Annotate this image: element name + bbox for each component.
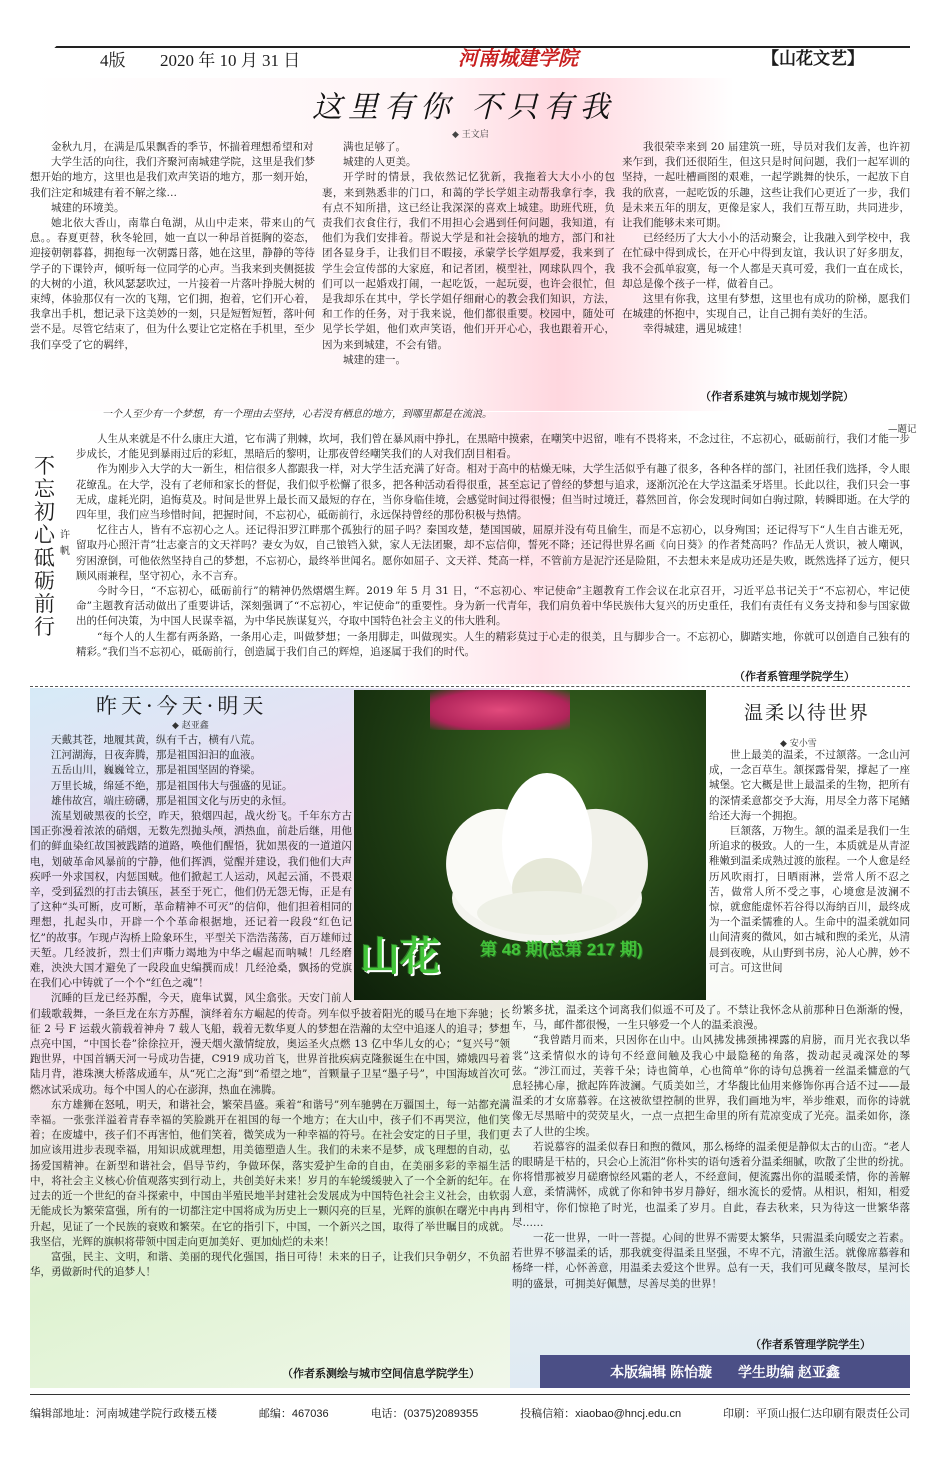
article2-epigraph-source: —题记	[888, 424, 917, 435]
paragraph: 已经经历了大大小小的活动聚会，让我融入到学校中，我在忙碌中得到成长，在开心中得到友谊，我认识了好多朋友，我不会孤单寂寞，每一个人都是天真可爱，我们一直在成长，却总是像个孩子一样，做着自己。	[622, 232, 910, 290]
article2-epigraph: 一个人至少有一个梦想，有一个理由去坚持，心若没有栖息的地方，到哪里都是在流浪。	[102, 409, 492, 420]
paragraph: 今时今日，“不忘初心，砥砺前行”的精神仍然熠熠生辉。2019 年 5 月 31 日，“不忘初心、牢记使命”主题教育工作会议在北京召开，习近平总书记关于“不忘初心，牢记使命”主题教育活动做出了重要讲话，深刻强调了“不忘初心，牢记使命”的重要性。身为新一代青年，我们肩负着中华民族伟大复兴的历史重任，我们有责任有义务支持和参与国家做出的任何决策，为中国人民谋幸福，为中华民族谋复兴，夺取中国特色社会主义的伟大胜利。	[76, 585, 910, 628]
paragraph: 世上最美的温柔，不过颔落。一念山河成，一念百草生。颔探露骨架，撑起了一座城堡。它大概是世上最温柔的生物，把所有的深情柔意都交予大海，用尽全力落下尾鳍给还大海一个拥抱。	[709, 749, 910, 822]
article3-author: ◆ 赵亚鑫	[172, 721, 209, 731]
paragraph: 金秋九月，在满是瓜果飘香的季节，怀揣着理想希望和对	[51, 141, 314, 153]
paragraph: 人生从来就是不什么康庄大道，它布满了荆棘，坎坷，我们曾在暴风雨中挣扎，在黑暗中摸索，在嘲笑中迟留，唯有不畏将来，不念过往，不忘初心，砥砺前行，我们才能一步步成长，才能见到暴雨过后的彩虹，黑暗后的黎明，让那夜曾经嘲笑我们的人对我们刮目相看。	[76, 433, 910, 461]
issue-number: 第 48 期(总第 217 期)	[480, 940, 643, 959]
article1-column-3	[622, 140, 910, 338]
article1-column-2	[322, 140, 615, 368]
paragraph: 五岳山川，巍巍耸立，那是祖国坚固的脊梁。	[51, 764, 261, 777]
paragraph: 作为刚步入大学的大一新生，相信很多人都跟我一样，对大学生活充满了好奇。相对于高中的枯燥无味，大学生活似乎有趣了很多，各种各样的部门，社团任我们选择，令人眼花缭乱。在大学，没有了老师和家长的督促，我们似乎松懈了很多，把各种活动看得很重，甚至忘记了曾经的梦想与追求，逐渐沉沦在大学这温柔牙塔里。长此以往，我们只会一事无成，虚耗光阴，追悔莫及。时间是世界上最长而又最短的存在，当你身临佳境，会感觉时间过得很慢；但当时过境迁，暮然回首，你会发现时间如白驹过隙，转瞬即逝。在大学的四年里，我们应当珍惜时间，把握时间，不忘初心，砥砺前行，永远保持曾经的那份积极与热情。	[76, 463, 910, 522]
editor-banner	[540, 1355, 910, 1388]
footer-address: 编辑部地址：河南城建学院行政楼五楼	[30, 1408, 217, 1420]
article4-body-upper	[709, 748, 910, 976]
paragraph: 纷繁多扰，温柔这个词离我们似遥不可及了。不禁让我怀念从前那种日色渐渐的慢，车，马，邮件都很慢，一生只够爱一个人的温柔浪漫。	[512, 1004, 910, 1032]
shanhua-label: 山花	[360, 934, 440, 979]
paragraph: “每个人的人生都有两条路，一条用心走，叫做梦想；一条用脚走，叫做现实。人生的精彩莫过于心走的很美，且与脚步合一。不忘初心，脚踏实地，你就可以创造自己独有的精彩。”我们当不忘初心，砥砺前行，创造属于我们自己的辉煌，追逐属于我们的时代。	[76, 630, 910, 658]
pink-flower-image	[430, 690, 570, 730]
article3-title: 昨天·今天·明天	[96, 694, 268, 718]
paragraph: 若说慕容的温柔似春日和煦的微风，那么杨绛的温柔便是静似太古的山峦。“老人的眼睛是干枯的，只会心上流泪”你朴实的语句透着分温柔细腻，吹散了尘世的纷扰。你将惜那被岁月磋磨惊经风霜的老人，不经意间，便流露出你的温暖柔情，你的善解人意，柔情满怀，成就了你和钟书岁月静好，细水流长的爱情。从相识，相知，相爱到相守，你们惊艳了时光，也温柔了岁月。自此，春去秋来，只为待这一世繁华落尽……	[512, 1140, 910, 1229]
paragraph: 天戴其苍，地履其黄，纵有千古，横有八荒。	[51, 734, 261, 746]
paragraph: 东方雄狮在怒吼，明天，和谐社会，繁荣昌盛。乘着“和谐号”列车驰骋在万疆国土，每一站都充满幸福。一张张洋溢着青春幸福的笑脸跳开在祖国的每一个地方；在大山中，孩子们不再哭泣，他们笑着；在废墟中，孩子们不再害怕，他们笑着，微笑成为一种幸福的符号。在社会安定的日子里，我们更加应该用进步表现幸福，用知识成就理想，用美德塑造人生。我们的未来不是梦，成飞理想的自动，弘扬爱国精神。在新型和谐社会，倡导节约，争做环保，落实爱护生命的自由，在美丽多彩的幸福生活中，将社会主义核心价值观落实到行动上，共创美好未来！岁月的车轮缓缓驶入了一个全新的纪年。在过去的近一个世纪的奋斗探索中，中国由半殖民地半封建社会发展成为中国特色社会主义社会，由软弱无能成长为繁荣富强，所有的一切都注定中国将成为历史上一颗闪亮的巨星，光辉的旗帜在曙光中冉冉升起，见证了一个民族的衰败和繁荣。在它的指引下，中国，一个新兴之国，取得了举世瞩目的成就。我坚信，光辉的旗帜将带领中国走向更加美好、更加灿烂的未来！	[30, 1098, 510, 1248]
footer-printer: 印刷：平顶山报仁达印刷有限责任公司	[723, 1408, 910, 1420]
editor-name: 本版编辑 陈怡璇	[610, 1363, 712, 1380]
paragraph: 她北依大香山，南靠白龟湖，从山中走来，带来山的气息。。春夏更替，秋冬轮回，她一直以一种昂首挺胸的姿态，迎接朝朝暮暮，拥抱每一次朝露日落，她在这里，静静的等待学子的下课铃声，倾听每一位同学的心声。当我来到夹侧挺拔的大树的小道，秋风瑟瑟吹过，一片接着一片落叶挣脱大树的束缚，体验那仅有一次的飞翔，它们拥，抱着，它们开心着，我拿出手机，想记录下这美妙的一刻，只是短暂短暂，落叶何尝不是。尽管它结束了，但为什么要让它定格在手机里，至少我们享受了它的羁绊，	[30, 217, 315, 351]
footer-zip: 邮编：467036	[258, 1408, 329, 1420]
article4-signature: （作者系管理学院学生）	[750, 1339, 871, 1351]
paragraph: 满也足够了。	[343, 141, 406, 153]
paragraph: 大学生活的向往，我们齐聚河南城建学院，这里是我们梦想开始的地方，这里也是我们欢声笑语的地方，那一刻开始，我们注定和城建有着不解之缘…	[30, 156, 315, 199]
paragraph: 巨颔落，万物生。颔的温柔是我们一生所追求的极致。人的一生，本质就是从青涩稚嫩到温柔成熟过渡的旅程。一个人愈是经历风吹雨打，日晒雨淋，尝常人所不忍之苦，做常人所不受之事，心境愈是波澜不惊，就愈能虚怀若谷得以海纳百川，最终成为一个温柔懦雅的人。生命中的温柔就如同山间清爽的微风，如古城和煦的柔光，从清晨到夜晚，从山野到书房，沁人心脾，妙不可言。可这世间	[709, 825, 910, 974]
footer	[30, 1405, 910, 1421]
paragraph: 城建的建一。	[343, 353, 406, 366]
article2-title: 不忘初心 砥砺前行	[34, 454, 55, 639]
section-title: 【山花文艺】	[762, 49, 864, 68]
paragraph: 沉睡的巨龙已经苏醒，今天，鹿隼试翼，风尘翕张。天安门前人们载歌载舞，一条巨龙在东方苏醒，演绎着东方崛起的传奇。列车似乎披着阳光的暖马在地下奔驰；长征 2 号 F 运载火箭载着神舟 7 载人飞船，载着无数华夏人的梦想在浩瀚的太空中追逐人的追寻；梦想点亮中国，“中国长卷”徐徐拉开，漫天烟火激情绽放，奥运圣火点燃 13 亿中华儿女的心；“复兴号”领跑世界，中国首辆天河一号成功告捷，C919 成功首飞，世界首批疾病克隆猴诞生在中国，嫦娥四号着陆月背，港珠澳大桥落成通车，从“死亡之海”到“希望之地”，首颗量子卫星“墨子号”，中国海域首次可燃冰试采成功。每个中国人的心在澎湃，热血在沸腾。	[30, 992, 510, 1096]
paragraph: 江河湖海，日夜奔腾，那是祖国汩汩的血液。	[51, 749, 261, 762]
paragraph: 我很荣幸来到 20 届建筑一班，导员对我们友善，也许初来乍到，我们还很陌生，但这只是时间问题，我们一起军训的坚持，一起吐槽画图的艰难，一起学跳舞的快乐，一起放下自我的欣喜，一起吃饭的乐趣，这些让我们心更近了一步，我们是未来五年的朋友，更像是家人，我们互帮互助，共同进步，让我们能够未来可期。	[622, 141, 910, 230]
paragraph: “我曾踏月而来，只因你在山中。山风拂发拂颈拂裸露的肩膀，而月光衣我以华裳”这柔情似水的诗句不经意间触及我心中最隐秘的角落，拨动起灵魂深处的琴弦。“涉江而过，芙蓉千朵；诗也简单，心也简单”你的诗句总携着一丝温柔慵意的气息轻拂心扉，掀起阵阵波澜。气质美如兰，才华馥比仙用来修饰你再合适不过——最温柔的才女席慕蓉。在这被欲望控制的世界，我们画地为牢，举步维艰，而你的诗就像无尽黑暗中的荧荧星火，一点一点把生命里的所有荒凉变成了光亮。温柔如你，涤去了人世的尘埃。	[512, 1034, 910, 1138]
footer-rule	[30, 1394, 910, 1395]
masthead-logo: 河南城建学院	[458, 46, 578, 70]
paragraph: 万里长城，绵延不绝，那是祖国伟大与强盛的见证。	[51, 779, 293, 792]
assistant-editor-name: 学生助编 赵亚鑫	[738, 1363, 840, 1380]
article2-author: 许帆	[60, 530, 70, 557]
paragraph: 一花一世界，一叶一菩提。心间的世界不需要太繁华，只需温柔向暖安之若素。若世界不够温柔的话，那我就变得温柔且坚强，不卑不亢，清澈生活。就像席慕蓉和杨绛一样，心怀善意，用温柔去爱这个世界。总有一天，我们可见藏冬散尽，星河长明的盛景，可拥美好佩慧，尽善尽美的世界！	[512, 1232, 910, 1290]
issue-date: 2020 年 10 月 31 日	[160, 51, 301, 70]
paragraph: 忆往古人，皆有不忘初心之人。还记得汨罗江畔那个孤独行的屈子吗？秦国攻楚，楚国国破，屈原并没有苟且偷生，而是不忘初心，以身殉国；还记得写下“人生自古谁无死，留取丹心照汗青”壮志豪言的文天祥吗？妻女为奴，自己锒铛入狱，家人无法团聚，却不忘信仰，誓死不降；还记得世界名画《向日葵》的作者梵高吗？作品无人赏识，被人嘲讽，穷困潦倒，可他依然坚持自己的梦想，不忘初心，最终举世闻名。愿你如屈子、文天祥、梵高一样，不管前方是泥泞还是险阻，不去想未来是成功还是失败，既然选择了远方，便只顾风雨兼程，坚守初心，永不言弃。	[76, 524, 910, 582]
article1-title: 这里有你 不只有我	[312, 90, 616, 125]
footer-phone: 电话：(0375)2089355	[370, 1408, 479, 1420]
paragraph: 幸得城建，遇见城建！	[643, 323, 748, 336]
article4-author: ◆ 安小雪	[780, 739, 817, 749]
paragraph: 城建的人更美。	[343, 156, 417, 169]
article1-column-1	[30, 140, 315, 353]
paragraph: 富强，民主、文明，和谐、美丽的现代化强国，指日可待！未来的日子，让我们只争朝夕，不负韶华，勇做新时代的追梦人！	[30, 1250, 510, 1279]
paragraph: 开学时的情景，我依然记忆犹新，我拖着大大小小的包裹，来到熟悉非的门口，和蔼的学长学姐主动帮我拿行李，我有点不知所措，这已经让我深深的喜欢上城建。助班代班，负责我们衣食住行，我们不用担心会遇到任何问题，我知道，有他们为我们安排着。帮说大学是和社会接轨的地方，部门和社团各显身手，让我们目不暇接，承蒙学长学姐厚爱，我来到了学生会宣传部的大家庭，和记者团，模型社，网球队四个，我们可以一起婚戏打闹，一起吃饭，一起玩耍，也许会很忙，但是我却乐在其中，学长学姐仔细耐心的教会我们知识，方法，和工作的任务，对于我来说，他们都很重要。校园中，随处可见学长学姐，他们欢声笑语，他们开开心心，我也跟着开心，因为来到城建，不会有错。	[322, 171, 615, 351]
footer-email[interactable]: 投稿信箱：xiaobao@hncj.edu.cn	[520, 1408, 682, 1420]
white-flower-image	[432, 748, 662, 958]
article4-body-lower	[512, 1003, 910, 1292]
article2-body	[76, 432, 910, 660]
paragraph: 流星划破黑夜的长空，昨天，狼烟四起，战火纷飞。千年东方古国正弥漫着浓浓的硝烟，无数先烈抛头颅，洒热血，前赴后继，用他们的鲜血染红故国被践踏的道路，唤他们醒悟，犹如黑夜的一道道闪电，划破革命风暴前的宁静，他们挥洒，觉醒并建设，我们他们大声疾呼一外求国权，内惩国贼。他们掀起工人运动，风起云涌，不畏艰辛，受到猛烈的打击去镇压，甚至于死亡，他们仍无怨无悔，正是有了这种“头可断，皮可断，革命精神不可灭”的信仰，他们担着相同的理想，扎起头巾，开辟一个个革命根据地，还记着一段段“红色记忆”的故事。乍现卢沟桥上险象环生，平型关下浩浩荡荡，百万雄师过天堑。几经波折，烈士们声嘶力竭地为中华之崛起而呐喊！几经磨难，泱泱大国才避免了一段段血史编撰而成！几经沧桑，飘扬的党旗在我们心中铸就了一个个“红色之魂”！	[30, 810, 352, 990]
section-divider	[30, 686, 910, 687]
article1-author: ◆ 王文启	[452, 130, 489, 140]
article4-title: 温柔以待世界	[744, 702, 871, 724]
page-number: 4版	[100, 51, 126, 70]
article2-signature: （作者系管理学院学生）	[734, 671, 855, 683]
paragraph: 这里有你我，这里有梦想，这里也有成功的阶梯，愿我们在城建的怀抱中，实现自己，让自己拥有美好的生活。	[622, 293, 910, 321]
paragraph: 雄伟故宫，端庄磅礴，那是祖国文化与历史的永恒。	[51, 794, 293, 807]
article3-signature: （作者系测绘与城市空间信息学院学生）	[282, 1368, 480, 1380]
article1-signature: （作者系建筑与城市规划学院）	[700, 391, 854, 403]
paragraph: 城建的环境美。	[51, 201, 125, 214]
